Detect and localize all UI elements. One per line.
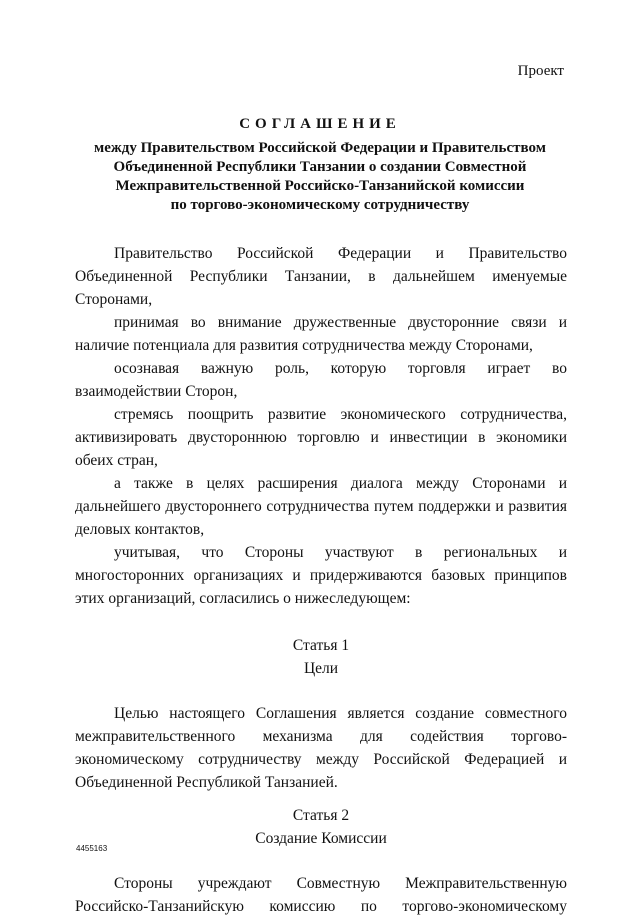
preamble-paragraph: принимая во внимание дружественные двусторонние связи и наличие потенциала для развития сотрудничества между Сторонами,	[75, 314, 567, 354]
preamble-paragraph: осознавая важную роль, которую торговля играет во взаимодействии Сторон,	[75, 360, 567, 400]
subtitle-line: Межправительственной Российско-Танзанийской комиссии	[115, 178, 525, 194]
preamble-paragraph: а также в целях расширения диалога между Сторонами и дальнейшего двустороннего сотрудничества путем поддержки и развития деловых контактов,	[75, 475, 567, 538]
document-title: СОГЛАШЕНИЕ	[239, 116, 401, 132]
preamble-paragraph: стремясь поощрить развитие экономического сотрудничества, активизировать двустороннюю торговлю и инвестиции в экономики обеих стран,	[75, 406, 567, 469]
document-subtitle	[60, 139, 580, 215]
draft-label: Проект	[517, 63, 564, 79]
preamble-paragraph: Правительство Российской Федерации и Правительство Объединенной Республики Танзании, в дальнейшем именуемые Сторонами,	[75, 245, 567, 308]
article-1-heading: Цели	[303, 660, 339, 677]
article-1-number: Статья 1	[292, 637, 350, 654]
subtitle-line: по торгово-экономическому сотрудничеству	[170, 197, 470, 213]
document-body	[75, 242, 567, 918]
document-number: 4455163	[76, 844, 108, 853]
subtitle-line: Объединенной Республики Танзании о создании Совместной	[113, 159, 527, 175]
subtitle-line: между Правительством Российской Федерации и Правительством	[94, 140, 546, 156]
article-2-number: Статья 2	[292, 807, 350, 824]
article-2-text: Стороны учреждают Совместную Межправительственную Российско-Танзанийскую комиссию по торгово-экономическому	[75, 875, 567, 915]
preamble-paragraph: учитывая, что Стороны участвуют в региональных и многосторонних организациях и придерживаются базовых принципов этих организаций, согласились о нижеследующем:	[75, 544, 567, 607]
article-2-heading: Создание Комиссии	[255, 830, 387, 847]
article-1-text: Целью настоящего Соглашения является создание совместного межправительственного механизма для содействия торгово-экономическому сотрудничеству между Российской Федерацией и Объединенной Республикой Танзанией.	[75, 705, 567, 791]
